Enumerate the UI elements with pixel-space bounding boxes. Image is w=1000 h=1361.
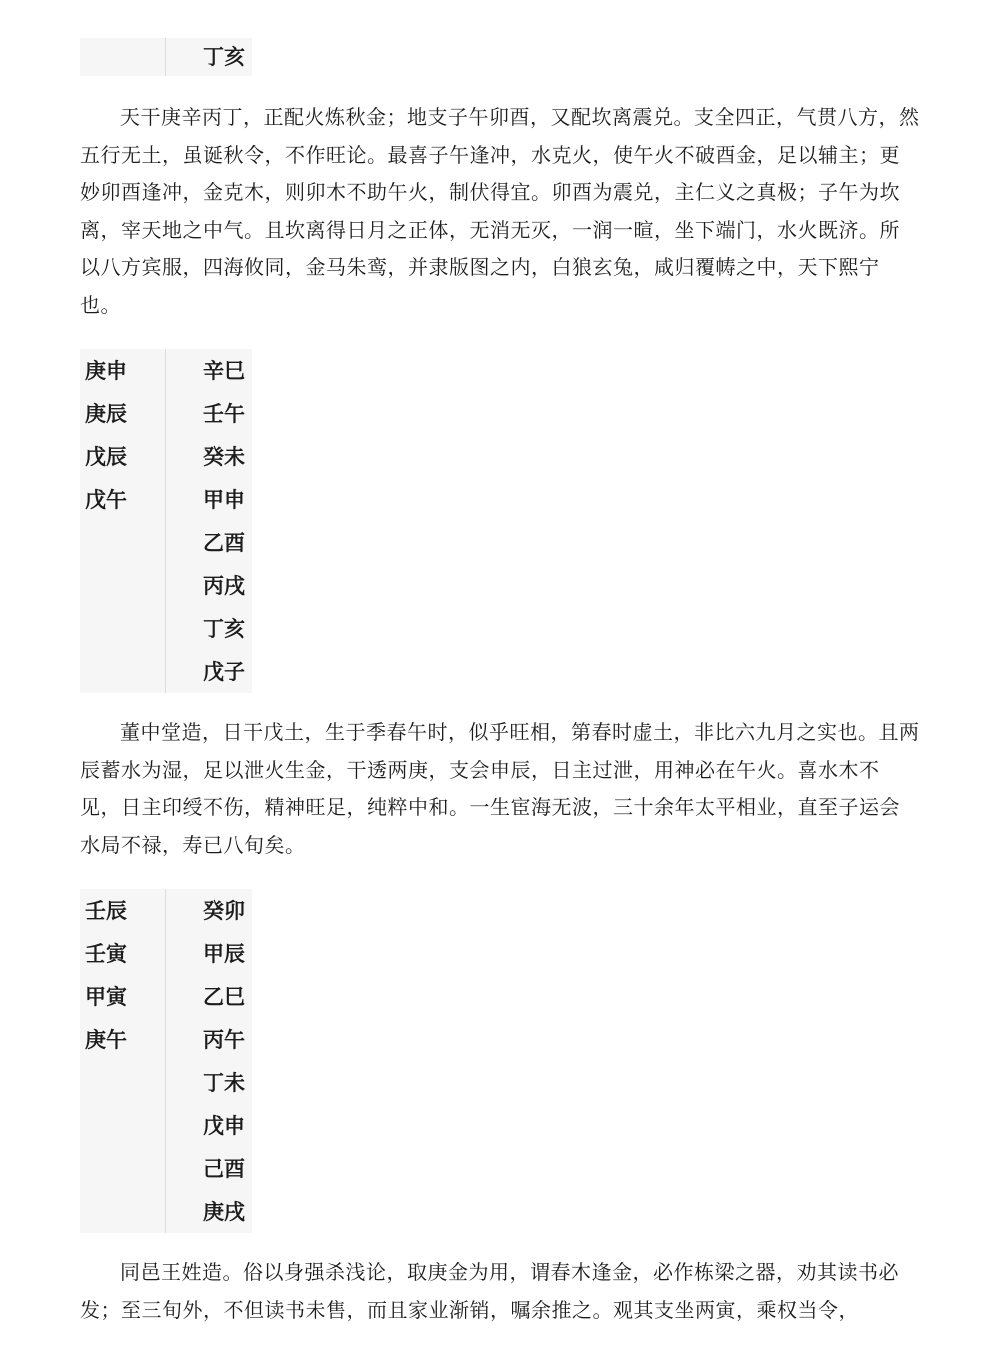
luck-pillar: 丙戌 <box>203 573 245 598</box>
four-pillars-column <box>80 889 166 1233</box>
four-pillars-column <box>80 349 166 693</box>
commentary-paragraph: 董中堂造，日干戊土，生于季春午时，似乎旺相，第春时虚土，非比六九月之实也。且两辰蓄水为湿，足以泄火生金，干透两庚，支会申辰，日主过泄，用神必在午火。喜水木不见，日主印绶不伤，精神旺足，纯粹中和。一生宦海无波，三十余年太平相业，直至子运会水局不禄，寿已八旬矣。 <box>80 720 920 857</box>
commentary-paragraph: 天干庚辛丙丁，正配火炼秋金；地支子午卯酉，又配坎离震兑。支全四正，气贯八方，然五行无土，虽诞秋令，不作旺论。最喜子午逢冲，水克火，使午火不破酉金，足以辅主；更妙卯酉逢冲，金克木，则卯木不助午火，制伏得宜。卯酉为震兑，主仁义之真极；子午为坎离，宰天地之中气。且坎离得日月之正体，无消无灭，一润一暄，坐下端门，水火既济。所以八方宾服，四海攸同，金马朱鸾，并隶版图之内，白狼玄兔，咸归覆帱之中，天下熙宁也。 <box>80 105 920 317</box>
luck-pillar: 乙酉 <box>203 530 245 555</box>
luck-pillar: 乙巳 <box>203 984 245 1009</box>
luck-pillar: 戊申 <box>203 1113 245 1138</box>
bazi-chart <box>80 349 252 693</box>
luck-pillar: 丙午 <box>203 1027 245 1052</box>
luck-pillar: 甲申 <box>203 487 245 512</box>
luck-pillar: 癸卯 <box>203 898 245 923</box>
bazi-chart <box>80 889 252 1233</box>
luck-pillar: 丁未 <box>203 1070 245 1095</box>
pillar-month: 壬寅 <box>85 941 127 966</box>
pillar-month: 庚辰 <box>85 401 127 426</box>
pillar-day: 甲寅 <box>85 984 127 1009</box>
pillar-hour: 庚午 <box>85 1027 127 1052</box>
pillar-year: 庚申 <box>85 358 127 383</box>
luck-pillar: 丁亥 <box>203 616 245 641</box>
luck-pillar: 戊子 <box>203 659 245 684</box>
luck-pillar: 己酉 <box>203 1156 245 1181</box>
bazi-chart <box>80 38 252 76</box>
luck-pillars-column <box>166 349 252 693</box>
four-pillars-column <box>80 38 166 76</box>
luck-pillar: 癸未 <box>203 444 245 469</box>
luck-pillar: 庚戌 <box>203 1199 245 1224</box>
luck-pillars-column <box>166 889 252 1233</box>
pillar-hour: 戊午 <box>85 487 127 512</box>
luck-pillar: 辛巳 <box>203 358 245 383</box>
commentary-paragraph: 同邑王姓造。俗以身强杀浅论，取庚金为用，谓春木逢金，必作栋梁之器，劝其读书必发；至三旬外，不但读书未售，而且家业渐销，嘱余推之。观其支坐两寅，乘权当令， <box>80 1260 899 1322</box>
pillar-year: 壬辰 <box>85 898 127 923</box>
luck-pillars-column <box>166 38 252 76</box>
luck-pillar: 甲辰 <box>203 941 245 966</box>
pillar-day: 戊辰 <box>85 444 127 469</box>
luck-pillar: 丁亥 <box>203 44 245 69</box>
luck-pillar: 壬午 <box>203 401 245 426</box>
